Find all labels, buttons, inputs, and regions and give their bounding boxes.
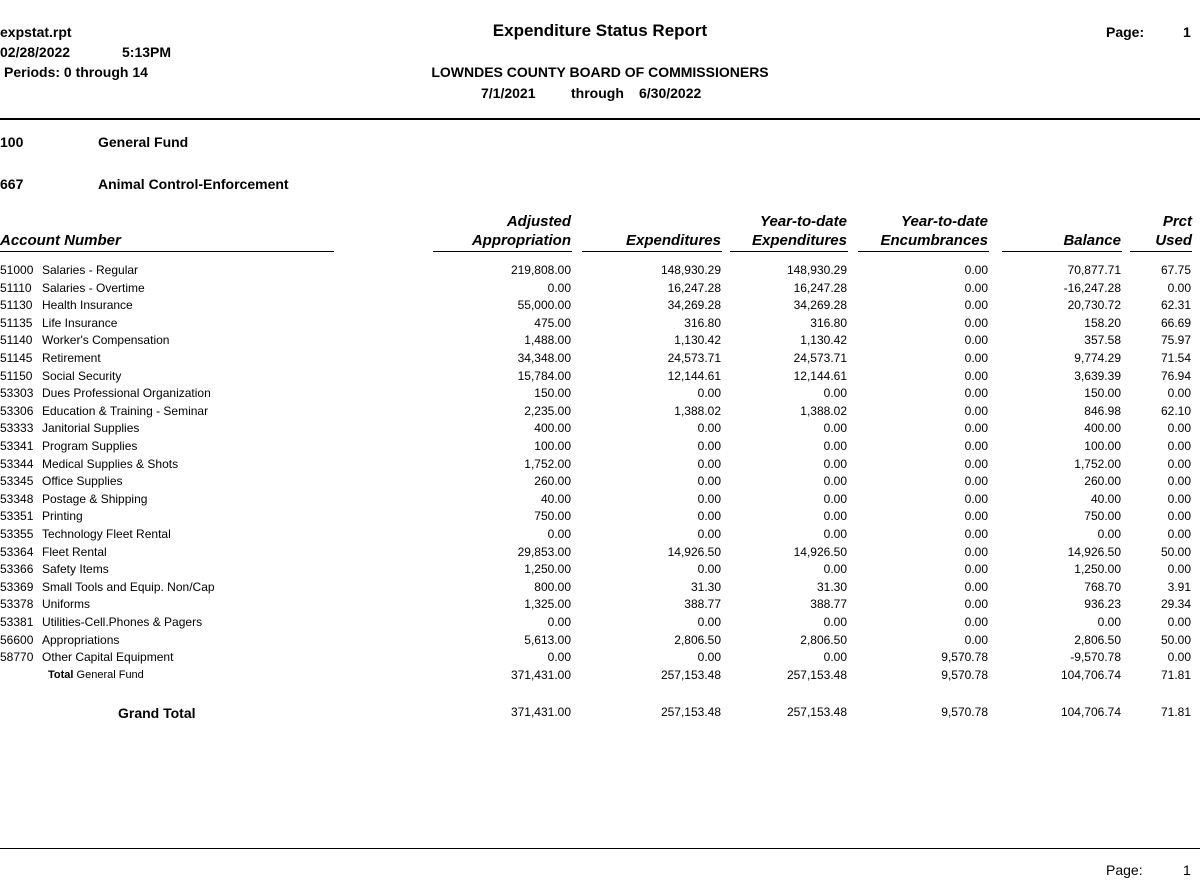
ytd-expenditures: 0.00 <box>823 562 847 577</box>
adjusted-appropriation: 150.00 <box>534 386 571 401</box>
total-percent-used: 71.81 <box>1160 668 1191 682</box>
total-balance: 104,706.74 <box>1060 668 1121 682</box>
percent-used: 75.97 <box>1160 333 1191 348</box>
ytd-encumbrances: 0.00 <box>964 263 988 277</box>
total-expenditures: 257,153.48 <box>660 668 721 682</box>
balance: -9,570.78 <box>1070 650 1121 665</box>
grand-total-row <box>0 704 1200 724</box>
table-row <box>0 385 1200 403</box>
percent-used: 0.00 <box>1167 491 1191 506</box>
account-description: Retirement <box>42 351 101 365</box>
adjusted-appropriation: 1,325.00 <box>524 597 571 612</box>
column-header-line: Year-to-date <box>760 213 847 230</box>
column-header-line: Year-to-date <box>901 213 988 230</box>
balance: 20,730.72 <box>1067 298 1121 313</box>
account-number: 53348 <box>0 491 34 506</box>
balance: 9,774.29 <box>1074 351 1121 365</box>
expenditures: 0.00 <box>697 491 721 506</box>
expenditures: 148,930.29 <box>660 263 721 277</box>
ytd-expenditures: 388.77 <box>810 597 847 612</box>
balance: 2,806.50 <box>1074 632 1121 647</box>
ytd-encumbrances: 0.00 <box>964 615 988 629</box>
percent-used: 71.54 <box>1160 351 1191 365</box>
balance: 150.00 <box>1084 386 1121 401</box>
account-number: 53364 <box>0 544 34 559</box>
total-adjusted: 371,431.00 <box>510 668 571 682</box>
ytd-expenditures: 0.00 <box>823 615 847 629</box>
percent-used: 50.00 <box>1160 632 1191 647</box>
expenditures: 0.00 <box>697 386 721 401</box>
account-description: Worker's Compensation <box>42 333 170 348</box>
column-header-ytd-expenditures <box>730 212 847 250</box>
account-number: 53303 <box>0 386 34 401</box>
percent-used: 50.00 <box>1160 544 1191 559</box>
fund-code: 100 <box>0 134 24 150</box>
ytd-encumbrances: 0.00 <box>964 333 988 348</box>
column-header-account-number: Account Number <box>0 232 121 249</box>
balance: 3,639.39 <box>1074 368 1121 383</box>
account-number: 53355 <box>0 527 34 541</box>
date-range-end: 6/30/2022 <box>639 85 702 101</box>
table-row <box>0 262 1200 280</box>
report-time: 5:13PM <box>122 44 172 60</box>
ytd-expenditures: 0.00 <box>823 474 847 489</box>
balance: 0.00 <box>1097 527 1121 541</box>
account-description: Safety Items <box>42 562 109 577</box>
table-row <box>0 596 1200 614</box>
balance: 768.70 <box>1084 579 1121 594</box>
table-row <box>0 368 1200 386</box>
account-number: 53341 <box>0 439 34 453</box>
account-description: Education & Training - Seminar <box>42 403 209 418</box>
ytd-expenditures: 0.00 <box>823 650 847 665</box>
percent-used: 0.00 <box>1167 439 1191 453</box>
grand-total-encumbrances: 9,570.78 <box>941 705 988 719</box>
ytd-encumbrances: 0.00 <box>964 439 988 453</box>
account-number: 53369 <box>0 579 34 594</box>
ytd-expenditures: 16,247.28 <box>793 280 847 295</box>
report-file-name: expstat.rpt <box>0 24 72 40</box>
expenditures: 0.00 <box>697 456 721 471</box>
total-ytd-expenditures: 257,153.48 <box>786 668 847 682</box>
account-number: 53344 <box>0 456 34 471</box>
adjusted-appropriation: 34,348.00 <box>517 351 571 365</box>
expenditures: 12,144.61 <box>667 368 721 383</box>
column-underline <box>0 251 334 252</box>
balance: 1,250.00 <box>1074 562 1121 577</box>
header-divider <box>0 118 1200 120</box>
total-label-rest: General Fund <box>76 669 144 681</box>
balance: 260.00 <box>1084 474 1121 489</box>
ytd-encumbrances: 0.00 <box>964 421 988 436</box>
grand-total-adjusted: 371,431.00 <box>510 705 571 719</box>
account-description: Utilities-Cell.Phones & Pagers <box>42 615 203 629</box>
balance: 750.00 <box>1084 509 1121 524</box>
adjusted-appropriation: 1,250.00 <box>524 562 571 577</box>
adjusted-appropriation: 1,752.00 <box>524 456 571 471</box>
column-header-line: Prct <box>1162 213 1192 230</box>
expenditures: 16,247.28 <box>667 280 721 295</box>
column-header-line: Encumbrances <box>880 232 988 249</box>
percent-used: 0.00 <box>1167 456 1191 471</box>
report-periods: Periods: 0 through 14 <box>4 64 148 80</box>
adjusted-appropriation: 15,784.00 <box>517 368 571 383</box>
account-description: Social Security <box>42 368 122 383</box>
account-description: Salaries - Regular <box>42 263 139 277</box>
balance: 14,926.50 <box>1067 544 1121 559</box>
balance: 40.00 <box>1090 491 1121 506</box>
account-description: Salaries - Overtime <box>42 280 145 295</box>
expenditures: 316.80 <box>684 315 721 330</box>
account-number: 51110 <box>0 280 32 295</box>
expenditures: 0.00 <box>697 439 721 453</box>
ytd-encumbrances: 0.00 <box>964 579 988 594</box>
column-header-line: Used <box>1155 232 1192 249</box>
ytd-encumbrances: 0.00 <box>964 509 988 524</box>
expenditures: 1,130.42 <box>674 333 721 348</box>
account-number: 53345 <box>0 474 34 489</box>
adjusted-appropriation: 5,613.00 <box>524 632 571 647</box>
ytd-expenditures: 0.00 <box>823 491 847 506</box>
balance: 1,752.00 <box>1074 456 1121 471</box>
column-underline <box>1002 251 1122 252</box>
ytd-encumbrances: 0.00 <box>964 527 988 541</box>
percent-used: 62.31 <box>1160 298 1191 313</box>
ytd-expenditures: 148,930.29 <box>786 263 847 277</box>
adjusted-appropriation: 2,235.00 <box>524 403 571 418</box>
expenditures: 0.00 <box>697 527 721 541</box>
expenditures: 1,388.02 <box>674 403 721 418</box>
account-description: Other Capital Equipment <box>42 650 174 665</box>
ytd-encumbrances: 0.00 <box>964 562 988 577</box>
account-description: Appropriations <box>42 632 120 647</box>
percent-used: 0.00 <box>1167 421 1191 436</box>
expenditures: 2,806.50 <box>674 632 721 647</box>
column-header-line: Adjusted <box>506 213 571 230</box>
column-underline <box>730 251 848 252</box>
percent-used: 0.00 <box>1167 386 1191 401</box>
adjusted-appropriation: 219,808.00 <box>510 263 571 277</box>
table-row <box>0 403 1200 421</box>
account-number: 56600 <box>0 632 34 647</box>
ytd-encumbrances: 0.00 <box>964 491 988 506</box>
organization-name: LOWNDES COUNTY BOARD OF COMMISSIONERS <box>431 64 769 80</box>
table-row <box>0 649 1200 667</box>
ytd-encumbrances: 0.00 <box>964 474 988 489</box>
account-number: 51000 <box>0 263 34 277</box>
column-header-adjusted-appropriation <box>433 212 571 250</box>
ytd-encumbrances: 0.00 <box>964 544 988 559</box>
account-description: Dues Professional Organization <box>42 386 211 401</box>
table-row <box>0 579 1200 597</box>
ytd-expenditures: 14,926.50 <box>793 544 847 559</box>
expenditures: 14,926.50 <box>667 544 721 559</box>
table-row <box>0 350 1200 368</box>
adjusted-appropriation: 800.00 <box>534 579 571 594</box>
ytd-encumbrances: 0.00 <box>964 280 988 295</box>
account-number: 53306 <box>0 403 34 418</box>
percent-used: 0.00 <box>1167 509 1191 524</box>
ytd-encumbrances: 0.00 <box>964 368 988 383</box>
account-number: 51135 <box>0 315 33 330</box>
grand-total-balance: 104,706.74 <box>1060 705 1121 719</box>
ytd-encumbrances: 9,570.78 <box>941 650 988 665</box>
table-row <box>0 297 1200 315</box>
ytd-encumbrances: 0.00 <box>964 351 988 365</box>
adjusted-appropriation: 0.00 <box>547 527 571 541</box>
balance: 357.58 <box>1084 333 1121 348</box>
adjusted-appropriation: 1,488.00 <box>524 333 571 348</box>
account-description: Small Tools and Equip. Non/Cap <box>42 579 215 594</box>
table-row <box>0 456 1200 474</box>
ytd-expenditures: 0.00 <box>823 439 847 453</box>
total-row <box>0 667 1200 685</box>
adjusted-appropriation: 750.00 <box>534 509 571 524</box>
column-header-line: Expenditures <box>751 232 847 249</box>
account-number: 51130 <box>0 298 33 313</box>
account-description: Printing <box>42 509 83 524</box>
column-header-line: Appropriation <box>471 232 571 249</box>
account-number: 53333 <box>0 421 34 436</box>
column-header-expenditures: Expenditures <box>625 232 721 249</box>
ytd-encumbrances: 0.00 <box>964 386 988 401</box>
ytd-expenditures: 0.00 <box>823 509 847 524</box>
account-number: 51150 <box>0 368 33 383</box>
table-row <box>0 315 1200 333</box>
balance: 70,877.71 <box>1067 263 1121 277</box>
ytd-encumbrances: 0.00 <box>964 456 988 471</box>
account-number: 53351 <box>0 509 34 524</box>
percent-used: 0.00 <box>1167 280 1191 295</box>
expenditures: 0.00 <box>697 562 721 577</box>
grand-total-percent-used: 71.81 <box>1160 705 1191 719</box>
total-label-bold: Total <box>48 669 74 681</box>
table-row <box>0 526 1200 544</box>
account-number: 51140 <box>0 333 33 348</box>
expenditures: 0.00 <box>697 615 721 629</box>
column-underline <box>858 251 989 252</box>
column-underline <box>582 251 722 252</box>
column-underline <box>433 251 572 252</box>
adjusted-appropriation: 475.00 <box>534 315 571 330</box>
ytd-expenditures: 1,388.02 <box>800 403 847 418</box>
balance: 936.23 <box>1084 597 1121 612</box>
ytd-encumbrances: 0.00 <box>964 403 988 418</box>
ytd-encumbrances: 0.00 <box>964 298 988 313</box>
table-row <box>0 420 1200 438</box>
percent-used: 29.34 <box>1160 597 1191 612</box>
account-number: 53378 <box>0 597 34 612</box>
ytd-encumbrances: 0.00 <box>964 632 988 647</box>
ytd-expenditures: 0.00 <box>823 456 847 471</box>
ytd-expenditures: 34,269.28 <box>793 298 847 313</box>
account-description: Medical Supplies & Shots <box>42 456 179 471</box>
grand-total-expenditures: 257,153.48 <box>660 705 721 719</box>
balance: 846.98 <box>1084 403 1121 418</box>
table-row <box>0 280 1200 298</box>
ytd-expenditures: 0.00 <box>823 421 847 436</box>
table-row <box>0 632 1200 650</box>
balance: 0.00 <box>1097 615 1121 629</box>
expenditures: 0.00 <box>697 421 721 436</box>
expenditures: 24,573.71 <box>667 351 721 365</box>
table-row <box>0 614 1200 632</box>
table-row <box>0 561 1200 579</box>
account-description: Fleet Rental <box>42 544 107 559</box>
account-description: Health Insurance <box>42 298 133 313</box>
account-number: 53366 <box>0 562 34 577</box>
table-row <box>0 544 1200 562</box>
page-label: Page: <box>1106 24 1145 40</box>
column-header-ytd-encumbrances <box>858 212 988 250</box>
date-range-start: 7/1/2021 <box>481 85 536 101</box>
footer-page-number: 1 <box>1183 862 1191 878</box>
account-description: Program Supplies <box>42 439 138 453</box>
expenditures: 31.30 <box>690 579 721 594</box>
grand-total-ytd-expenditures: 257,153.48 <box>786 705 847 719</box>
grand-total-label: Grand Total <box>118 705 196 721</box>
footer-page-label: Page: <box>1106 862 1143 878</box>
adjusted-appropriation: 0.00 <box>547 280 571 295</box>
percent-used: 66.69 <box>1160 315 1191 330</box>
account-number: 53381 <box>0 615 34 629</box>
balance: 400.00 <box>1084 421 1121 436</box>
account-description: Uniforms <box>42 597 91 612</box>
ytd-expenditures: 1,130.42 <box>800 333 847 348</box>
expenditures: 0.00 <box>697 650 721 665</box>
footer-divider <box>0 848 1200 849</box>
column-underline <box>1130 251 1192 252</box>
column-header-balance: Balance <box>1063 232 1121 249</box>
adjusted-appropriation: 260.00 <box>534 474 571 489</box>
account-description: Life Insurance <box>42 315 118 330</box>
ytd-expenditures: 31.30 <box>816 579 847 594</box>
expenditures: 388.77 <box>684 597 721 612</box>
adjusted-appropriation: 100.00 <box>534 439 571 453</box>
percent-used: 3.91 <box>1167 579 1191 594</box>
report-title: Expenditure Status Report <box>492 21 708 40</box>
percent-used: 0.00 <box>1167 527 1191 541</box>
column-header-percent-used <box>1130 212 1192 250</box>
report-date: 02/28/2022 <box>0 44 71 60</box>
account-description: Janitorial Supplies <box>42 421 140 436</box>
date-range-through: through <box>571 85 624 101</box>
adjusted-appropriation: 40.00 <box>540 491 571 506</box>
expenditures: 0.00 <box>697 509 721 524</box>
adjusted-appropriation: 29,853.00 <box>517 544 571 559</box>
percent-used: 0.00 <box>1167 562 1191 577</box>
adjusted-appropriation: 400.00 <box>534 421 571 436</box>
page-number: 1 <box>1183 24 1191 40</box>
ytd-expenditures: 24,573.71 <box>793 351 847 365</box>
percent-used: 0.00 <box>1167 474 1191 489</box>
total-encumbrances: 9,570.78 <box>941 668 988 682</box>
percent-used: 67.75 <box>1160 263 1191 277</box>
ytd-expenditures: 12,144.61 <box>793 368 847 383</box>
table-row <box>0 438 1200 456</box>
account-number: 51145 <box>0 351 33 365</box>
ytd-encumbrances: 0.00 <box>964 315 988 330</box>
percent-used: 0.00 <box>1167 650 1191 665</box>
account-description: Office Supplies <box>42 474 123 489</box>
account-description: Postage & Shipping <box>42 491 148 506</box>
account-description: Technology Fleet Rental <box>42 527 171 541</box>
ytd-expenditures: 0.00 <box>823 527 847 541</box>
total-label <box>48 667 144 685</box>
ytd-expenditures: 316.80 <box>810 315 847 330</box>
table-row <box>0 508 1200 526</box>
percent-used: 76.94 <box>1160 368 1191 383</box>
adjusted-appropriation: 0.00 <box>547 615 571 629</box>
expenditures: 34,269.28 <box>667 298 721 313</box>
balance: 158.20 <box>1084 315 1121 330</box>
fund-name: General Fund <box>98 134 189 150</box>
adjusted-appropriation: 55,000.00 <box>517 298 571 313</box>
table-row <box>0 473 1200 491</box>
ytd-expenditures: 0.00 <box>823 386 847 401</box>
department-code: 667 <box>0 176 24 192</box>
department-name: Animal Control-Enforcement <box>98 176 289 192</box>
ytd-expenditures: 2,806.50 <box>800 632 847 647</box>
adjusted-appropriation: 0.00 <box>547 650 571 665</box>
balance: -16,247.28 <box>1063 280 1121 295</box>
ytd-encumbrances: 0.00 <box>964 597 988 612</box>
table-row <box>0 332 1200 350</box>
table-row <box>0 491 1200 509</box>
percent-used: 62.10 <box>1160 403 1191 418</box>
percent-used: 0.00 <box>1167 615 1191 629</box>
account-number: 58770 <box>0 650 34 665</box>
balance: 100.00 <box>1084 439 1121 453</box>
expenditures: 0.00 <box>697 474 721 489</box>
